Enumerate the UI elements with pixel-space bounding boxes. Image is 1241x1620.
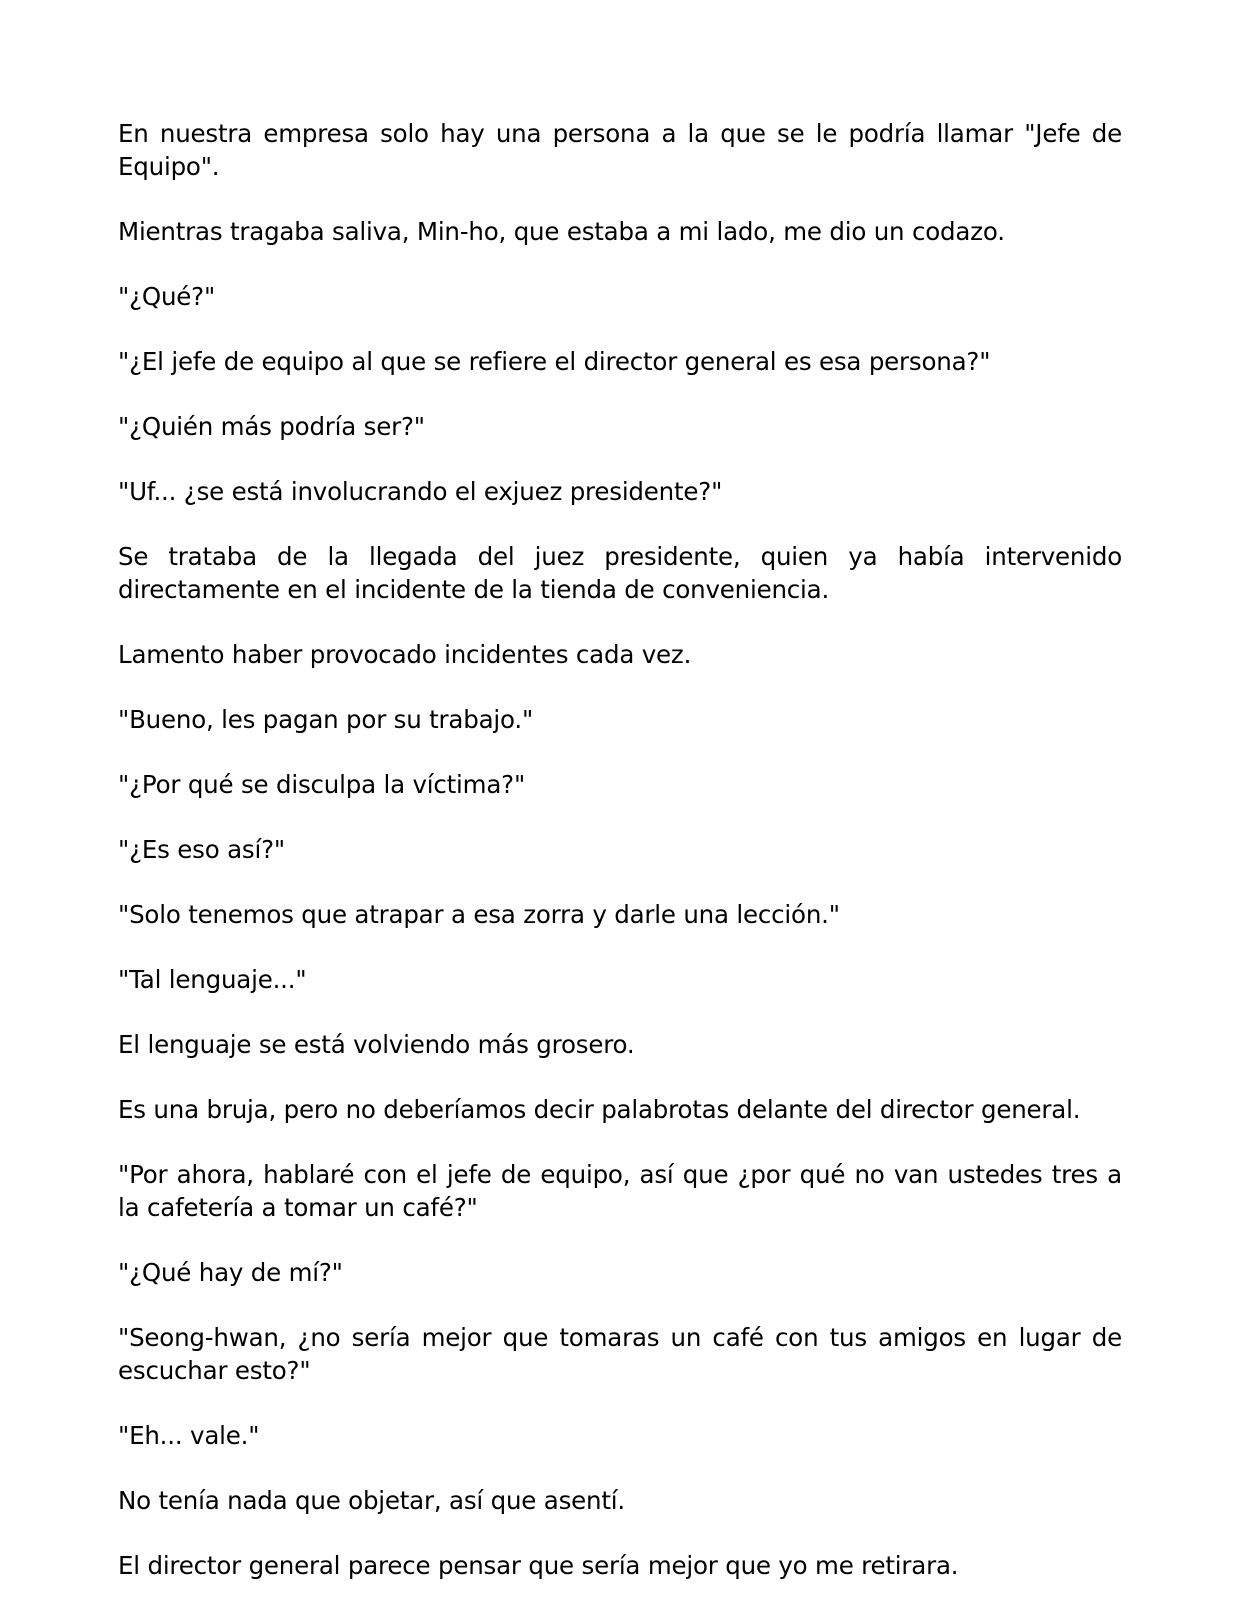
paragraph: "¿Qué?"	[118, 282, 216, 311]
paragraph: "¿Quién más podría ser?"	[118, 412, 425, 441]
paragraph: El lenguaje se está volviendo más grosero.	[118, 1030, 635, 1059]
paragraph: "Bueno, les pagan por su trabajo."	[118, 705, 534, 734]
paragraph: "Uf... ¿se está involucrando el exjuez presidente?"	[118, 477, 723, 506]
paragraph: Lamento haber provocado incidentes cada vez.	[118, 640, 692, 669]
paragraph: "Eh... vale."	[118, 1421, 260, 1450]
paragraph: "¿El jefe de equipo al que se refiere el director general es esa persona?"	[118, 347, 991, 376]
paragraph: "Seong-hwan, ¿no sería mejor que tomaras un café con tus amigos en lugar de escuchar esto?"	[118, 1323, 1122, 1385]
paragraph: "Por ahora, hablaré con el jefe de equipo, así que ¿por qué no van ustedes tres a la cafetería a tomar un café?"	[118, 1160, 1122, 1222]
paragraph: El director general parece pensar que sería mejor que yo me retirara.	[118, 1551, 959, 1580]
paragraph: "Solo tenemos que atrapar a esa zorra y darle una lección."	[118, 900, 840, 929]
paragraph: Es una bruja, pero no deberíamos decir palabrotas delante del director general.	[118, 1095, 1081, 1124]
paragraph: Se trataba de la llegada del juez presidente, quien ya había intervenido directamente en el incidente de la tienda de conveniencia.	[118, 542, 1122, 604]
paragraph: "¿Es eso así?"	[118, 835, 285, 864]
paragraph: En nuestra empresa solo hay una persona a la que se le podría llamar "Jefe de Equipo".	[118, 119, 1122, 181]
paragraph: "Tal lenguaje..."	[118, 965, 307, 994]
document-body	[118, 117, 1122, 1582]
paragraph: Mientras tragaba saliva, Min-ho, que estaba a mi lado, me dio un codazo.	[118, 217, 1005, 246]
paragraph: No tenía nada que objetar, así que asentí.	[118, 1486, 625, 1515]
paragraph: "¿Qué hay de mí?"	[118, 1258, 343, 1287]
paragraph: "¿Por qué se disculpa la víctima?"	[118, 770, 526, 799]
